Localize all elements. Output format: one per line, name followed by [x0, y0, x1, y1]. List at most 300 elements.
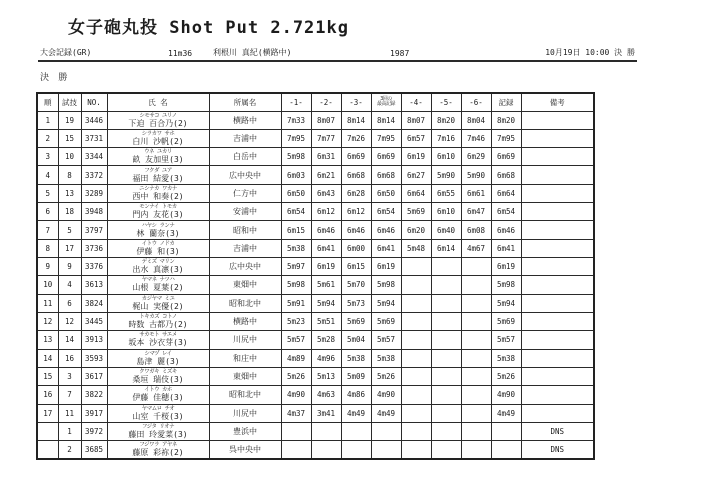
athlete-kana: シモサコ ユリノ	[139, 112, 177, 119]
cell-best3: 8m14	[371, 111, 401, 129]
cell-r1: 5m26	[281, 367, 311, 385]
cell-r2: 6m12	[311, 203, 341, 221]
athlete-name: 藤田 玲愛菜(3)	[128, 429, 188, 439]
athlete-kana: シラカワ サホ	[141, 130, 175, 137]
cell-no: 3731	[81, 129, 107, 147]
cell-r5	[431, 386, 461, 404]
cell-best3: 6m68	[371, 166, 401, 184]
cell-rank: 4	[37, 166, 58, 184]
cell-remarks	[521, 239, 594, 257]
cell-r5: 6m10	[431, 148, 461, 166]
athlete-name: 伊藤 和(3)	[136, 246, 180, 256]
athlete-name: 畝 友加里(3)	[132, 155, 184, 165]
cell-r5	[431, 312, 461, 330]
cell-name	[107, 129, 209, 147]
cell-best3: 5m94	[371, 294, 401, 312]
cell-best3: 6m41	[371, 239, 401, 257]
cell-remarks	[521, 276, 594, 294]
cell-best3: 5m69	[371, 312, 401, 330]
athlete-kana: ヤマネ ナツハ	[141, 277, 175, 284]
cell-order: 3	[58, 367, 81, 385]
cell-name	[107, 148, 209, 166]
cell-remarks	[521, 111, 594, 129]
cell-r2: 5m28	[311, 331, 341, 349]
cell-rank: 14	[37, 349, 58, 367]
cell-record: 5m69	[491, 312, 521, 330]
cell-best3: 5m26	[371, 367, 401, 385]
cell-remarks	[521, 203, 594, 221]
cell-rank: 9	[37, 258, 58, 276]
cell-r4	[401, 294, 431, 312]
cell-r3: 5m70	[341, 276, 371, 294]
cell-order: 7	[58, 386, 81, 404]
cell-no: 3736	[81, 239, 107, 257]
cell-remarks	[521, 221, 594, 239]
cell-r6	[461, 276, 491, 294]
col-header-r1: -1-	[281, 93, 311, 111]
cell-name	[107, 404, 209, 422]
col-header-team: 所属名	[209, 93, 281, 111]
cell-no: 3913	[81, 331, 107, 349]
cell-record: 8m20	[491, 111, 521, 129]
cell-remarks	[521, 184, 594, 202]
cell-r4	[401, 386, 431, 404]
cell-r6	[461, 349, 491, 367]
cell-name	[107, 111, 209, 129]
cell-r5	[431, 294, 461, 312]
cell-r5	[431, 276, 461, 294]
cell-best3: 5m38	[371, 349, 401, 367]
meet-record-year: 1987	[390, 49, 410, 58]
cell-r2: 6m31	[311, 148, 341, 166]
cell-remarks	[521, 349, 594, 367]
cell-rank: 2	[37, 129, 58, 147]
cell-r3	[341, 422, 371, 440]
cell-r5	[431, 404, 461, 422]
cell-r3: 8m14	[341, 111, 371, 129]
cell-record: 6m64	[491, 184, 521, 202]
cell-record: 7m95	[491, 129, 521, 147]
cell-r3: 6m28	[341, 184, 371, 202]
cell-team: 昭和北中	[209, 294, 281, 312]
result-row	[37, 258, 594, 276]
cell-team: 吉浦中	[209, 129, 281, 147]
cell-r1: 5m98	[281, 148, 311, 166]
cell-r4	[401, 331, 431, 349]
col-header-best3: 3回の 最高記録	[371, 93, 401, 111]
cell-record: 5m26	[491, 367, 521, 385]
cell-rank: 17	[37, 404, 58, 422]
cell-no: 3446	[81, 111, 107, 129]
cell-name	[107, 184, 209, 202]
result-row	[37, 386, 594, 404]
athlete-kana: イトウ カホ	[144, 387, 172, 394]
col-header-record: 記録	[491, 93, 521, 111]
athlete-name: 山根 夏葉(2)	[132, 283, 184, 293]
cell-record: 5m94	[491, 294, 521, 312]
cell-rank: 12	[37, 312, 58, 330]
cell-r3: 5m73	[341, 294, 371, 312]
cell-order: 6	[58, 294, 81, 312]
cell-name	[107, 349, 209, 367]
athlete-kana: モンナイ トモカ	[139, 204, 177, 211]
cell-r4: 5m69	[401, 203, 431, 221]
cell-team: 広中央中	[209, 258, 281, 276]
cell-order: 8	[58, 166, 81, 184]
cell-remarks	[521, 386, 594, 404]
cell-record: 6m19	[491, 258, 521, 276]
cell-r6	[461, 386, 491, 404]
cell-record: 5m57	[491, 331, 521, 349]
cell-r4: 6m19	[401, 148, 431, 166]
session-datetime: 10月19日 10:00 決 勝	[545, 48, 635, 57]
athlete-kana: フジワラ アヤネ	[139, 442, 177, 449]
cell-name	[107, 441, 209, 459]
col-header-order: 試技	[58, 93, 81, 111]
result-row	[37, 422, 594, 440]
cell-r2: 6m46	[311, 221, 341, 239]
cell-remarks	[521, 404, 594, 422]
cell-r6	[461, 367, 491, 385]
cell-r1: 5m57	[281, 331, 311, 349]
cell-r5	[431, 331, 461, 349]
athlete-name: 時数 古都乃(2)	[128, 320, 188, 330]
cell-r6	[461, 258, 491, 276]
cell-r5	[431, 422, 461, 440]
cell-name	[107, 221, 209, 239]
cell-no: 3948	[81, 203, 107, 221]
col-header-r6: -6-	[461, 93, 491, 111]
cell-rank	[37, 422, 58, 440]
cell-order: 14	[58, 331, 81, 349]
result-row	[37, 441, 594, 459]
cell-order: 18	[58, 203, 81, 221]
cell-no: 3972	[81, 422, 107, 440]
cell-r1: 6m50	[281, 184, 311, 202]
cell-best3	[371, 441, 401, 459]
cell-r2: 5m94	[311, 294, 341, 312]
cell-r4	[401, 441, 431, 459]
col-header-r4: -4-	[401, 93, 431, 111]
cell-r5: 6m14	[431, 239, 461, 257]
col-header-rank: 順	[37, 93, 58, 111]
cell-team: 東畑中	[209, 367, 281, 385]
cell-r6: 6m61	[461, 184, 491, 202]
cell-r1: 6m15	[281, 221, 311, 239]
cell-no: 3289	[81, 184, 107, 202]
cell-record: 6m69	[491, 148, 521, 166]
cell-r4	[401, 258, 431, 276]
cell-name	[107, 331, 209, 349]
cell-no: 3344	[81, 148, 107, 166]
cell-order: 12	[58, 312, 81, 330]
cell-r5: 6m10	[431, 203, 461, 221]
cell-r2: 6m21	[311, 166, 341, 184]
cell-rank: 3	[37, 148, 58, 166]
col-header-no: NO.	[81, 93, 107, 111]
col-header-r2: -2-	[311, 93, 341, 111]
cell-name	[107, 276, 209, 294]
cell-best3: 7m95	[371, 129, 401, 147]
cell-team: 仁方中	[209, 184, 281, 202]
cell-no: 3593	[81, 349, 107, 367]
results-table	[36, 92, 595, 460]
athlete-kana: イトウ ノドカ	[141, 240, 175, 247]
cell-r5: 6m40	[431, 221, 461, 239]
result-row	[37, 221, 594, 239]
cell-r2: 6m41	[311, 239, 341, 257]
result-row	[37, 203, 594, 221]
athlete-kana: ウネ ユカリ	[144, 149, 172, 156]
cell-r4: 6m20	[401, 221, 431, 239]
cell-r1: 7m33	[281, 111, 311, 129]
cell-no: 3617	[81, 367, 107, 385]
cell-order: 15	[58, 129, 81, 147]
athlete-name: 伊藤 佳穂(3)	[132, 393, 184, 403]
cell-rank: 15	[37, 367, 58, 385]
athlete-kana: クワガキ ミズキ	[139, 369, 177, 376]
cell-team: 安浦中	[209, 203, 281, 221]
cell-order: 4	[58, 276, 81, 294]
cell-no: 3372	[81, 166, 107, 184]
cell-team: 和庄中	[209, 349, 281, 367]
cell-r4: 6m64	[401, 184, 431, 202]
cell-best3: 4m49	[371, 404, 401, 422]
cell-r6	[461, 331, 491, 349]
athlete-name: 西中 和奏(2)	[132, 191, 184, 201]
cell-r6: 6m29	[461, 148, 491, 166]
cell-order: 9	[58, 258, 81, 276]
cell-team: 横路中	[209, 312, 281, 330]
cell-record: 6m46	[491, 221, 521, 239]
cell-r4	[401, 422, 431, 440]
cell-remarks	[521, 129, 594, 147]
cell-r1: 7m95	[281, 129, 311, 147]
cell-r4: 6m27	[401, 166, 431, 184]
cell-r5	[431, 441, 461, 459]
athlete-kana: ヤマムロ チオ	[141, 405, 175, 412]
athlete-name: 下迫 百合乃(2)	[128, 118, 188, 128]
cell-r2: 6m19	[311, 258, 341, 276]
cell-name	[107, 367, 209, 385]
cell-rank: 5	[37, 184, 58, 202]
cell-record: 4m90	[491, 386, 521, 404]
result-row	[37, 404, 594, 422]
cell-remarks	[521, 312, 594, 330]
cell-record: 5m38	[491, 349, 521, 367]
cell-r5: 7m16	[431, 129, 461, 147]
cell-r6: 5m90	[461, 166, 491, 184]
cell-team: 白岳中	[209, 148, 281, 166]
cell-rank: 7	[37, 221, 58, 239]
cell-rank: 16	[37, 386, 58, 404]
cell-best3: 4m90	[371, 386, 401, 404]
cell-r1: 4m89	[281, 349, 311, 367]
cell-order: 1	[58, 422, 81, 440]
cell-r6: 8m04	[461, 111, 491, 129]
cell-no: 3445	[81, 312, 107, 330]
cell-r5: 6m55	[431, 184, 461, 202]
cell-r3: 4m49	[341, 404, 371, 422]
cell-r4: 6m57	[401, 129, 431, 147]
cell-rank: 11	[37, 294, 58, 312]
cell-no: 3613	[81, 276, 107, 294]
cell-r5	[431, 258, 461, 276]
cell-order: 5	[58, 221, 81, 239]
cell-name	[107, 239, 209, 257]
result-row	[37, 349, 594, 367]
cell-r4	[401, 349, 431, 367]
cell-r1	[281, 422, 311, 440]
cell-name	[107, 166, 209, 184]
cell-remarks	[521, 294, 594, 312]
cell-r5	[431, 367, 461, 385]
cell-remarks	[521, 166, 594, 184]
cell-rank	[37, 441, 58, 459]
cell-r3: 6m69	[341, 148, 371, 166]
cell-r6: 6m47	[461, 203, 491, 221]
cell-r4	[401, 312, 431, 330]
cell-r3: 5m69	[341, 312, 371, 330]
col-header-r3: -3-	[341, 93, 371, 111]
cell-r3: 6m12	[341, 203, 371, 221]
result-row	[37, 129, 594, 147]
cell-r1: 4m90	[281, 386, 311, 404]
cell-r3: 6m46	[341, 221, 371, 239]
cell-record	[491, 422, 521, 440]
cell-remarks	[521, 148, 594, 166]
cell-r2	[311, 422, 341, 440]
cell-order: 16	[58, 349, 81, 367]
cell-remarks: DNS	[521, 441, 594, 459]
cell-r3: 6m68	[341, 166, 371, 184]
cell-r4	[401, 367, 431, 385]
cell-r4: 8m07	[401, 111, 431, 129]
cell-r5	[431, 349, 461, 367]
cell-remarks: DNS	[521, 422, 594, 440]
cell-r6: 6m08	[461, 221, 491, 239]
cell-record: 6m68	[491, 166, 521, 184]
athlete-name: 林 蘭奈(3)	[136, 228, 180, 238]
cell-r2: 5m61	[311, 276, 341, 294]
cell-r2: 4m96	[311, 349, 341, 367]
cell-r1: 6m03	[281, 166, 311, 184]
cell-rank: 1	[37, 111, 58, 129]
cell-team: 呉中央中	[209, 441, 281, 459]
cell-no: 3685	[81, 441, 107, 459]
cell-r3: 5m04	[341, 331, 371, 349]
athlete-name: 出水 真凛(3)	[132, 265, 184, 275]
meet-record-line	[38, 47, 637, 62]
cell-r3: 6m00	[341, 239, 371, 257]
cell-r6	[461, 422, 491, 440]
athlete-name: 島津 麗(3)	[136, 356, 180, 366]
cell-r1: 5m23	[281, 312, 311, 330]
cell-r1: 6m54	[281, 203, 311, 221]
result-row	[37, 312, 594, 330]
cell-r3: 6m15	[341, 258, 371, 276]
cell-r6: 4m67	[461, 239, 491, 257]
meet-record-mark: 11m36	[168, 49, 193, 58]
cell-no: 3824	[81, 294, 107, 312]
cell-team: 吉浦中	[209, 239, 281, 257]
cell-r2	[311, 441, 341, 459]
cell-record: 6m41	[491, 239, 521, 257]
cell-r4: 5m48	[401, 239, 431, 257]
cell-record: 6m54	[491, 203, 521, 221]
cell-best3: 6m69	[371, 148, 401, 166]
result-row	[37, 276, 594, 294]
cell-r2: 4m63	[311, 386, 341, 404]
cell-remarks	[521, 331, 594, 349]
athlete-name: 福田 結愛(3)	[132, 173, 184, 183]
result-row	[37, 331, 594, 349]
result-row	[37, 184, 594, 202]
cell-team: 昭和中	[209, 221, 281, 239]
cell-r2: 3m41	[311, 404, 341, 422]
cell-record	[491, 441, 521, 459]
cell-r6	[461, 404, 491, 422]
cell-r3: 7m26	[341, 129, 371, 147]
cell-no: 3822	[81, 386, 107, 404]
athlete-name: 山室 千桜(3)	[132, 411, 184, 421]
cell-team: 豊浜中	[209, 422, 281, 440]
athlete-kana: デミズ マリン	[141, 259, 175, 266]
cell-name	[107, 294, 209, 312]
meet-record-label: 大会記録(GR)	[40, 48, 92, 57]
cell-best3: 6m19	[371, 258, 401, 276]
cell-r3	[341, 441, 371, 459]
cell-r6	[461, 441, 491, 459]
cell-r3: 4m86	[341, 386, 371, 404]
athlete-kana: カジヤマ ミユ	[141, 295, 175, 302]
cell-r3: 5m38	[341, 349, 371, 367]
cell-r6: 7m46	[461, 129, 491, 147]
cell-best3: 5m98	[371, 276, 401, 294]
cell-order: 11	[58, 404, 81, 422]
cell-team: 東畑中	[209, 276, 281, 294]
cell-r2: 5m13	[311, 367, 341, 385]
cell-best3: 5m57	[371, 331, 401, 349]
cell-team: 昭和北中	[209, 386, 281, 404]
cell-no: 3797	[81, 221, 107, 239]
athlete-kana: ニシナカ ワカナ	[139, 185, 177, 192]
cell-order: 10	[58, 148, 81, 166]
cell-order: 17	[58, 239, 81, 257]
page-title: 女子砲丸投 Shot Put 2.721kg	[68, 18, 349, 38]
cell-team: 広中央中	[209, 166, 281, 184]
cell-no: 3376	[81, 258, 107, 276]
cell-name	[107, 312, 209, 330]
col-header-remarks: 備考	[521, 93, 594, 111]
result-row	[37, 367, 594, 385]
cell-best3: 6m50	[371, 184, 401, 202]
cell-r1	[281, 441, 311, 459]
result-row	[37, 111, 594, 129]
cell-r2: 5m51	[311, 312, 341, 330]
cell-no: 3917	[81, 404, 107, 422]
athlete-name: 藤原 彩祢(2)	[132, 448, 184, 458]
cell-r2: 6m43	[311, 184, 341, 202]
result-row	[37, 239, 594, 257]
cell-r5: 8m20	[431, 111, 461, 129]
result-row	[37, 148, 594, 166]
header-row	[37, 93, 594, 111]
round-label: 決 勝	[40, 73, 70, 83]
athlete-kana: シマヅ レイ	[144, 350, 172, 357]
cell-record: 5m98	[491, 276, 521, 294]
cell-name	[107, 422, 209, 440]
